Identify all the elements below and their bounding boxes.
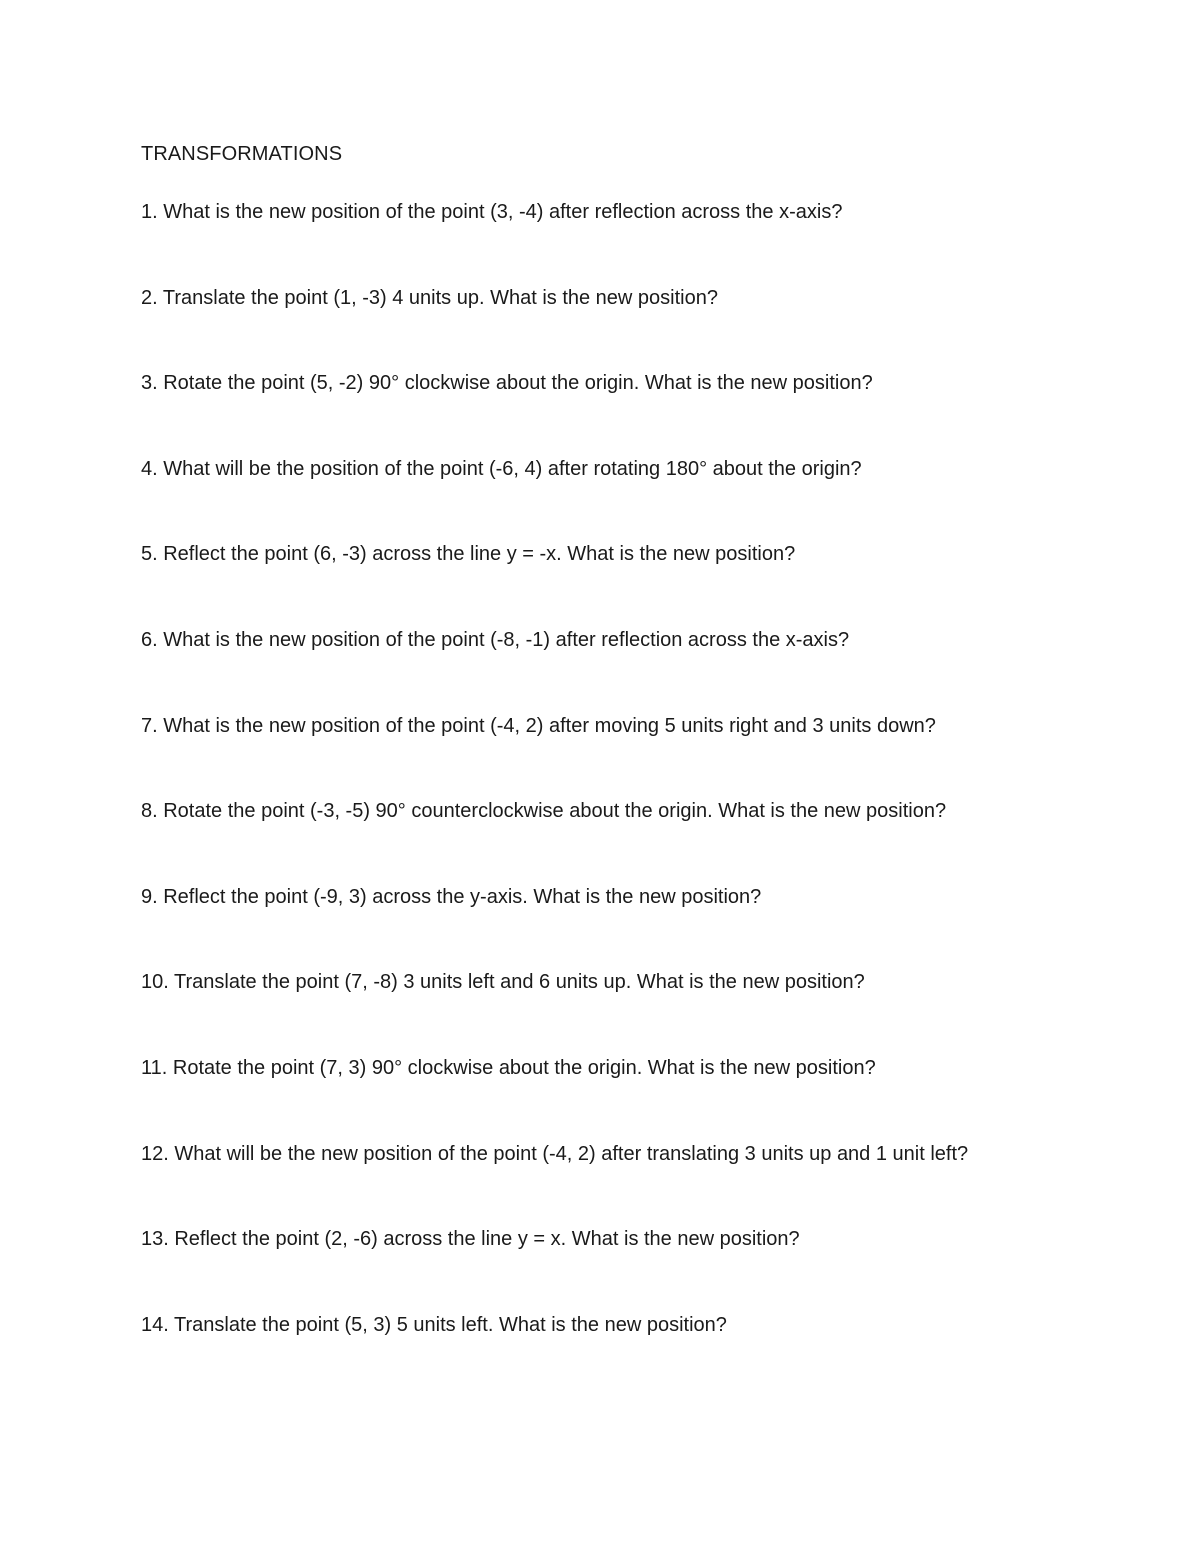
- question-4: 4. What will be the position of the point (-6, 4) after rotating 180° about the origin?: [141, 457, 862, 480]
- question-1: 1. What is the new position of the point (3, -4) after reflection across the x-axis?: [141, 201, 843, 223]
- question-14: 14. Translate the point (5, 3) 5 units left. What is the new position?: [141, 1313, 727, 1336]
- question-3: 3. Rotate the point (5, -2) 90° clockwise about the origin. What is the new position?: [141, 372, 873, 395]
- question-6: 6. What is the new position of the point (-8, -1) after reflection across the x-axis?: [141, 628, 850, 651]
- question-9: 9. Reflect the point (-9, 3) across the y-axis. What is the new position?: [141, 885, 762, 908]
- question-10: 10. Translate the point (7, -8) 3 units left and 6 units up. What is the new position?: [141, 971, 865, 994]
- question-8: 8. Rotate the point (-3, -5) 90° counterclockwise about the origin. What is the new position?: [141, 800, 947, 823]
- question-13: 13. Reflect the point (2, -6) across the line y = x. What is the new position?: [141, 1228, 800, 1251]
- question-7: 7. What is the new position of the point (-4, 2) after moving 5 units right and 3 units down?: [141, 714, 936, 737]
- question-list: [141, 200, 968, 1398]
- question-5: 5. Reflect the point (6, -3) across the line y = -x. What is the new position?: [141, 543, 796, 566]
- question-11: 11. Rotate the point (7, 3) 90° clockwise about the origin. What is the new position?: [141, 1056, 876, 1079]
- document-title: TRANSFORMATIONS: [141, 143, 343, 165]
- question-12: 12. What will be the new position of the point (-4, 2) after translating 3 units up and 1 unit left?: [141, 1142, 969, 1165]
- question-2: 2. Translate the point (1, -3) 4 units up. What is the new position?: [141, 286, 718, 309]
